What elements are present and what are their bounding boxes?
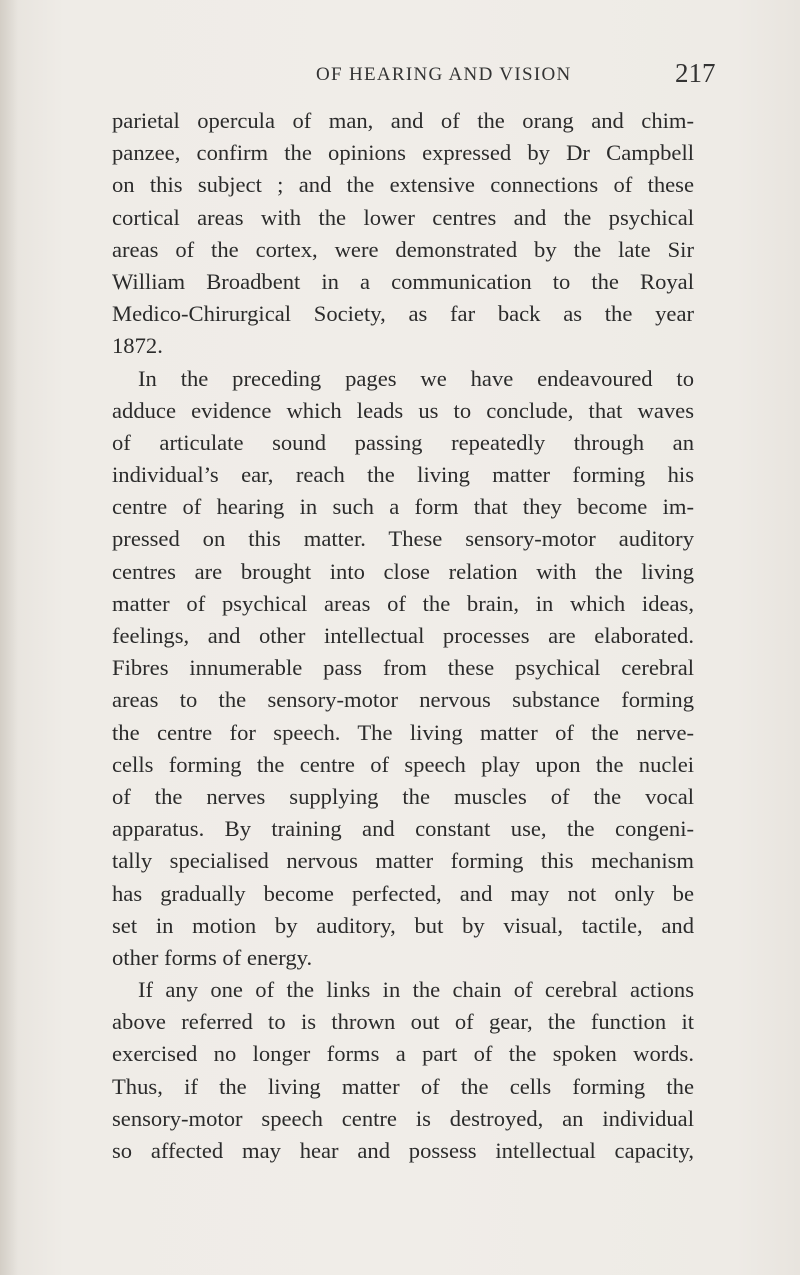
body-text <box>112 105 694 1167</box>
text-line: centres are brought into close relation with the living <box>112 558 694 584</box>
running-title: OF HEARING AND VISION <box>316 64 572 85</box>
text-line: on this subject ; and the extensive connections of these <box>112 172 694 198</box>
text-line: panzee, confirm the opinions expressed by Dr Campbell <box>112 140 694 166</box>
text-line: individual’s ear, reach the living matter forming his <box>112 462 694 488</box>
text-line: matter of psychical areas of the brain, in which ideas, <box>112 590 694 616</box>
text-line: areas of the cortex, were demonstrated by the late Sir <box>112 236 694 262</box>
text-line: parietal opercula of man, and of the orang and chim- <box>112 108 694 133</box>
text-line: feelings, and other intellectual processes are elaborated. <box>112 623 694 648</box>
text-line: above referred to is thrown out of gear, the function it <box>112 1009 694 1035</box>
page-number: 217 <box>675 58 716 88</box>
text-line: of articulate sound passing repeatedly through an <box>112 429 694 455</box>
text-line: In the preceding pages we have endeavoured to <box>138 365 694 391</box>
text-line: pressed on this matter. These sensory-motor auditory <box>112 526 694 552</box>
text-line: cortical areas with the lower centres and the psychical <box>112 204 694 230</box>
text-line: has gradually become perfected, and may not only be <box>112 880 694 906</box>
text-line: adduce evidence which leads us to conclude, that waves <box>112 397 694 423</box>
text-line: William Broadbent in a communication to the Royal <box>112 268 694 294</box>
text-line: 1872. <box>112 333 163 359</box>
running-head <box>0 60 800 94</box>
text-line: Medico-Chirurgical Society, as far back as the year <box>112 301 694 327</box>
page-edge-shadow <box>0 0 18 1275</box>
text-line: tally specialised nervous matter forming this mechanism <box>112 848 694 874</box>
text-line: apparatus. By training and constant use, the congeni- <box>112 816 694 842</box>
text-line: Fibres innumerable pass from these psychical cerebral <box>112 655 694 681</box>
text-line: exercised no longer forms a part of the spoken words. <box>112 1041 694 1067</box>
text-line: cells forming the centre of speech play upon the nuclei <box>112 751 694 777</box>
text-line: If any one of the links in the chain of cerebral actions <box>138 977 694 1003</box>
text-line: other forms of energy. <box>112 944 313 970</box>
text-line: so affected may hear and possess intellectual capacity, <box>112 1138 694 1163</box>
text-line: centre of hearing in such a form that they become im- <box>112 494 694 520</box>
text-line: the centre for speech. The living matter of the nerve- <box>112 719 694 745</box>
text-line: areas to the sensory-motor nervous substance forming <box>112 687 694 713</box>
text-line: sensory-motor speech centre is destroyed, an individual <box>112 1105 694 1131</box>
text-line: set in motion by auditory, but by visual, tactile, and <box>112 912 694 938</box>
text-line: of the nerves supplying the muscles of the vocal <box>112 783 694 809</box>
text-line: Thus, if the living matter of the cells forming the <box>112 1073 694 1099</box>
